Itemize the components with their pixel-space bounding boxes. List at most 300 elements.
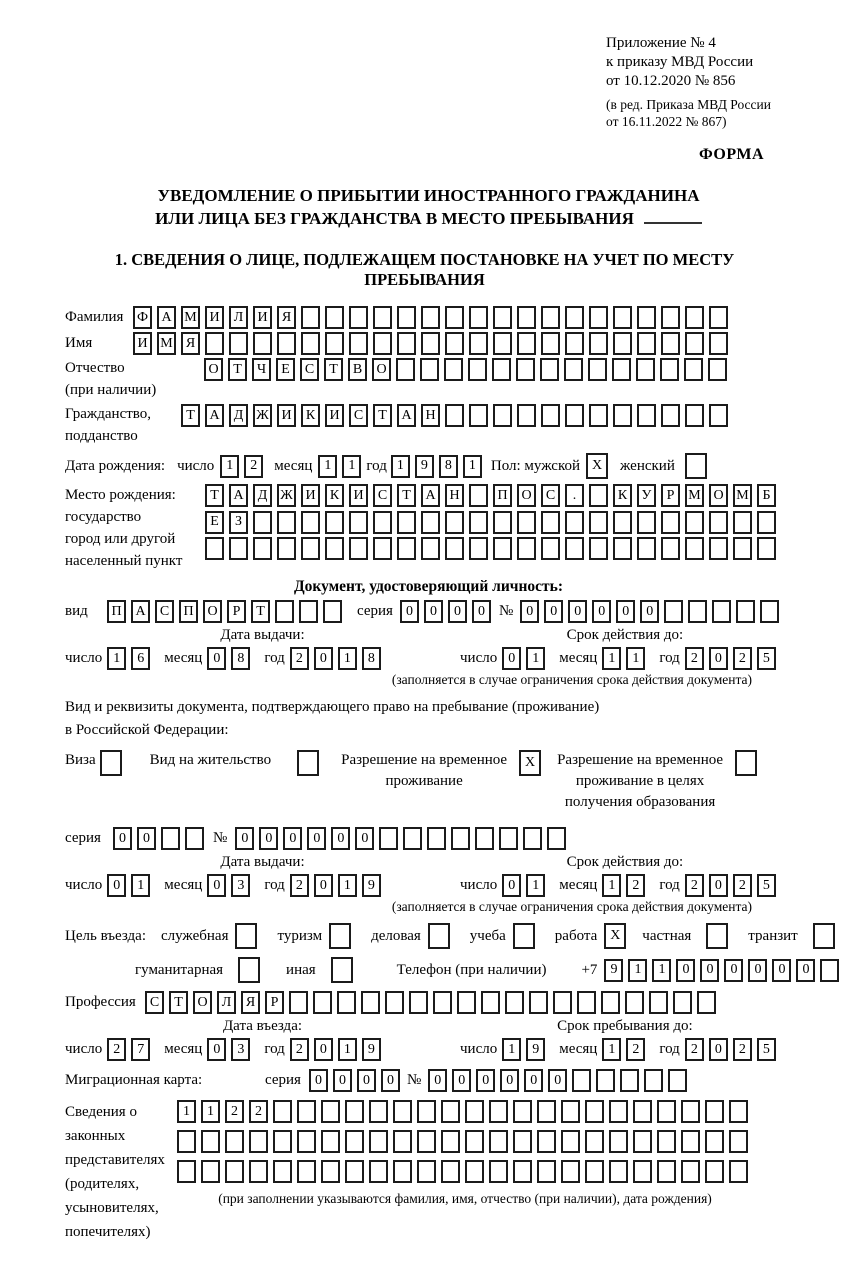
char-box[interactable]: 0 <box>235 827 254 850</box>
char-box[interactable] <box>565 404 584 427</box>
char-box[interactable]: 5 <box>757 647 776 670</box>
char-box[interactable] <box>469 537 488 560</box>
char-box[interactable]: И <box>277 404 296 427</box>
char-box[interactable]: 0 <box>207 874 226 897</box>
char-box[interactable]: 0 <box>283 827 302 850</box>
char-box[interactable] <box>657 1160 676 1183</box>
char-box[interactable]: 9 <box>415 455 434 478</box>
char-box[interactable]: 2 <box>225 1100 244 1123</box>
char-box[interactable]: Р <box>265 991 284 1014</box>
char-box[interactable] <box>249 1160 268 1183</box>
char-box[interactable] <box>433 991 452 1014</box>
char-box[interactable] <box>588 358 607 381</box>
char-box[interactable]: М <box>733 484 752 507</box>
char-box[interactable] <box>709 306 728 329</box>
char-box[interactable]: Е <box>276 358 295 381</box>
char-box[interactable]: 6 <box>131 647 150 670</box>
char-box[interactable] <box>345 1100 364 1123</box>
char-box[interactable] <box>637 511 656 534</box>
char-box[interactable] <box>705 1100 724 1123</box>
checkbox[interactable] <box>428 923 450 949</box>
char-box[interactable] <box>660 358 679 381</box>
char-box[interactable]: А <box>157 306 176 329</box>
char-box[interactable]: 0 <box>548 1069 567 1092</box>
char-box[interactable] <box>585 1100 604 1123</box>
char-box[interactable]: И <box>253 306 272 329</box>
char-box[interactable] <box>709 404 728 427</box>
char-box[interactable]: 0 <box>472 600 491 623</box>
char-box[interactable]: 0 <box>640 600 659 623</box>
char-box[interactable] <box>345 1130 364 1153</box>
char-box[interactable] <box>369 1160 388 1183</box>
char-box[interactable]: 2 <box>733 1038 752 1061</box>
char-box[interactable] <box>297 1100 316 1123</box>
char-box[interactable] <box>253 332 272 355</box>
char-box[interactable]: 0 <box>259 827 278 850</box>
char-box[interactable]: Я <box>241 991 260 1014</box>
char-box[interactable]: О <box>193 991 212 1014</box>
char-box[interactable]: А <box>421 484 440 507</box>
char-box[interactable] <box>489 1100 508 1123</box>
char-box[interactable] <box>565 537 584 560</box>
char-box[interactable]: 0 <box>520 600 539 623</box>
char-box[interactable]: Т <box>181 404 200 427</box>
char-box[interactable]: 0 <box>500 1069 519 1092</box>
char-box[interactable] <box>609 1100 628 1123</box>
char-box[interactable] <box>684 358 703 381</box>
char-box[interactable] <box>325 332 344 355</box>
char-box[interactable] <box>589 404 608 427</box>
char-box[interactable]: 0 <box>428 1069 447 1092</box>
char-box[interactable] <box>229 537 248 560</box>
char-box[interactable] <box>733 537 752 560</box>
char-box[interactable] <box>681 1160 700 1183</box>
char-box[interactable] <box>517 332 536 355</box>
char-box[interactable]: О <box>204 358 223 381</box>
char-box[interactable] <box>609 1160 628 1183</box>
char-box[interactable] <box>589 306 608 329</box>
char-box[interactable]: 2 <box>685 647 704 670</box>
char-box[interactable]: 9 <box>362 874 381 897</box>
char-box[interactable] <box>709 332 728 355</box>
char-box[interactable] <box>565 332 584 355</box>
char-box[interactable] <box>397 332 416 355</box>
char-box[interactable] <box>396 358 415 381</box>
char-box[interactable]: 0 <box>476 1069 495 1092</box>
char-box[interactable] <box>637 537 656 560</box>
char-box[interactable]: 7 <box>131 1038 150 1061</box>
char-box[interactable] <box>540 358 559 381</box>
char-box[interactable] <box>760 600 779 623</box>
char-box[interactable] <box>688 600 707 623</box>
char-box[interactable]: . <box>565 484 584 507</box>
char-box[interactable]: 0 <box>748 959 767 982</box>
char-box[interactable] <box>177 1130 196 1153</box>
char-box[interactable] <box>657 1130 676 1153</box>
char-box[interactable] <box>468 358 487 381</box>
char-box[interactable] <box>469 484 488 507</box>
char-box[interactable] <box>421 537 440 560</box>
char-box[interactable]: 2 <box>290 1038 309 1061</box>
char-box[interactable]: 1 <box>338 647 357 670</box>
char-box[interactable]: 0 <box>544 600 563 623</box>
char-box[interactable] <box>673 991 692 1014</box>
char-box[interactable] <box>229 332 248 355</box>
char-box[interactable] <box>427 827 446 850</box>
char-box[interactable]: Д <box>229 404 248 427</box>
char-box[interactable] <box>397 511 416 534</box>
char-box[interactable]: У <box>637 484 656 507</box>
char-box[interactable] <box>681 1130 700 1153</box>
char-box[interactable] <box>457 991 476 1014</box>
char-box[interactable]: 0 <box>592 600 611 623</box>
char-box[interactable] <box>469 332 488 355</box>
char-box[interactable] <box>417 1160 436 1183</box>
char-box[interactable] <box>633 1100 652 1123</box>
char-box[interactable] <box>403 827 422 850</box>
char-box[interactable] <box>201 1130 220 1153</box>
char-box[interactable] <box>637 306 656 329</box>
char-box[interactable] <box>325 306 344 329</box>
char-box[interactable] <box>349 511 368 534</box>
char-box[interactable]: О <box>709 484 728 507</box>
char-box[interactable] <box>493 537 512 560</box>
char-box[interactable]: Т <box>228 358 247 381</box>
char-box[interactable]: Т <box>373 404 392 427</box>
checkbox[interactable] <box>329 923 351 949</box>
char-box[interactable]: С <box>300 358 319 381</box>
char-box[interactable] <box>161 827 180 850</box>
char-box[interactable] <box>729 1160 748 1183</box>
char-box[interactable] <box>445 332 464 355</box>
char-box[interactable] <box>577 991 596 1014</box>
char-box[interactable]: 8 <box>362 647 381 670</box>
char-box[interactable]: О <box>517 484 536 507</box>
char-box[interactable]: И <box>325 404 344 427</box>
char-box[interactable]: 0 <box>524 1069 543 1092</box>
char-box[interactable] <box>668 1069 687 1092</box>
char-box[interactable]: 1 <box>626 647 645 670</box>
char-box[interactable] <box>561 1100 580 1123</box>
char-box[interactable] <box>313 991 332 1014</box>
char-box[interactable] <box>820 959 839 982</box>
char-box[interactable] <box>420 358 439 381</box>
char-box[interactable]: А <box>229 484 248 507</box>
char-box[interactable] <box>185 827 204 850</box>
char-box[interactable]: А <box>205 404 224 427</box>
char-box[interactable] <box>517 511 536 534</box>
char-box[interactable] <box>299 600 318 623</box>
char-box[interactable]: 2 <box>290 647 309 670</box>
checkbox[interactable] <box>513 923 535 949</box>
char-box[interactable]: О <box>203 600 222 623</box>
char-box[interactable] <box>585 1160 604 1183</box>
char-box[interactable] <box>637 404 656 427</box>
char-box[interactable]: 2 <box>290 874 309 897</box>
char-box[interactable]: 1 <box>107 647 126 670</box>
checkbox[interactable] <box>238 957 260 983</box>
char-box[interactable] <box>409 991 428 1014</box>
char-box[interactable] <box>301 537 320 560</box>
char-box[interactable]: Я <box>277 306 296 329</box>
char-box[interactable]: 0 <box>207 647 226 670</box>
char-box[interactable] <box>541 404 560 427</box>
char-box[interactable] <box>705 1160 724 1183</box>
char-box[interactable] <box>273 1160 292 1183</box>
char-box[interactable] <box>393 1100 412 1123</box>
char-box[interactable] <box>547 827 566 850</box>
char-box[interactable] <box>441 1100 460 1123</box>
char-box[interactable] <box>537 1100 556 1123</box>
char-box[interactable] <box>517 306 536 329</box>
char-box[interactable]: Д <box>253 484 272 507</box>
char-box[interactable]: 0 <box>113 827 132 850</box>
char-box[interactable] <box>561 1160 580 1183</box>
char-box[interactable]: 1 <box>201 1100 220 1123</box>
char-box[interactable]: К <box>325 484 344 507</box>
char-box[interactable]: 0 <box>676 959 695 982</box>
char-box[interactable] <box>661 537 680 560</box>
char-box[interactable]: И <box>349 484 368 507</box>
char-box[interactable] <box>385 991 404 1014</box>
char-box[interactable] <box>685 511 704 534</box>
char-box[interactable] <box>417 1130 436 1153</box>
char-box[interactable] <box>445 511 464 534</box>
char-box[interactable] <box>513 1130 532 1153</box>
char-box[interactable] <box>661 511 680 534</box>
char-box[interactable] <box>685 306 704 329</box>
char-box[interactable] <box>321 1160 340 1183</box>
char-box[interactable]: И <box>133 332 152 355</box>
char-box[interactable] <box>397 306 416 329</box>
char-box[interactable] <box>445 404 464 427</box>
char-box[interactable]: 0 <box>424 600 443 623</box>
char-box[interactable]: 0 <box>381 1069 400 1092</box>
char-box[interactable] <box>541 511 560 534</box>
char-box[interactable] <box>601 991 620 1014</box>
char-box[interactable] <box>553 991 572 1014</box>
char-box[interactable] <box>712 600 731 623</box>
char-box[interactable] <box>475 827 494 850</box>
char-box[interactable] <box>297 1160 316 1183</box>
char-box[interactable]: М <box>181 306 200 329</box>
char-box[interactable]: Л <box>229 306 248 329</box>
char-box[interactable]: 2 <box>733 647 752 670</box>
char-box[interactable] <box>323 600 342 623</box>
char-box[interactable]: 0 <box>137 827 156 850</box>
char-box[interactable] <box>277 511 296 534</box>
char-box[interactable] <box>589 332 608 355</box>
char-box[interactable] <box>205 537 224 560</box>
char-box[interactable] <box>393 1160 412 1183</box>
char-box[interactable]: 0 <box>307 827 326 850</box>
char-box[interactable]: 0 <box>700 959 719 982</box>
char-box[interactable] <box>537 1130 556 1153</box>
char-box[interactable]: 2 <box>685 874 704 897</box>
char-box[interactable]: А <box>131 600 150 623</box>
char-box[interactable]: С <box>145 991 164 1014</box>
char-box[interactable]: 0 <box>448 600 467 623</box>
checkbox[interactable] <box>235 923 257 949</box>
char-box[interactable]: 0 <box>452 1069 471 1092</box>
char-box[interactable]: И <box>301 484 320 507</box>
char-box[interactable]: 1 <box>177 1100 196 1123</box>
char-box[interactable]: Ф <box>133 306 152 329</box>
char-box[interactable]: Т <box>324 358 343 381</box>
char-box[interactable]: 0 <box>709 874 728 897</box>
char-box[interactable]: В <box>348 358 367 381</box>
char-box[interactable] <box>337 991 356 1014</box>
char-box[interactable]: 1 <box>602 647 621 670</box>
char-box[interactable]: 2 <box>626 874 645 897</box>
char-box[interactable] <box>729 1130 748 1153</box>
char-box[interactable] <box>625 991 644 1014</box>
char-box[interactable] <box>489 1130 508 1153</box>
char-box[interactable]: 1 <box>338 1038 357 1061</box>
char-box[interactable]: П <box>179 600 198 623</box>
char-box[interactable] <box>541 306 560 329</box>
char-box[interactable]: Н <box>445 484 464 507</box>
char-box[interactable] <box>493 332 512 355</box>
char-box[interactable]: 0 <box>502 647 521 670</box>
char-box[interactable] <box>596 1069 615 1092</box>
checkbox[interactable] <box>331 957 353 983</box>
char-box[interactable] <box>253 511 272 534</box>
char-box[interactable] <box>685 537 704 560</box>
char-box[interactable] <box>465 1160 484 1183</box>
char-box[interactable] <box>537 1160 556 1183</box>
char-box[interactable] <box>393 1130 412 1153</box>
char-box[interactable]: Я <box>181 332 200 355</box>
char-box[interactable]: 0 <box>333 1069 352 1092</box>
char-box[interactable]: 5 <box>757 874 776 897</box>
char-box[interactable] <box>441 1130 460 1153</box>
char-box[interactable]: Ч <box>252 358 271 381</box>
char-box[interactable]: С <box>155 600 174 623</box>
char-box[interactable] <box>565 511 584 534</box>
char-box[interactable]: 0 <box>107 874 126 897</box>
char-box[interactable] <box>397 537 416 560</box>
char-box[interactable] <box>253 537 272 560</box>
char-box[interactable]: И <box>205 306 224 329</box>
char-box[interactable] <box>757 537 776 560</box>
char-box[interactable]: 1 <box>602 874 621 897</box>
char-box[interactable] <box>644 1069 663 1092</box>
char-box[interactable] <box>697 991 716 1014</box>
char-box[interactable]: 1 <box>342 455 361 478</box>
char-box[interactable]: 5 <box>757 1038 776 1061</box>
checkbox[interactable]: X <box>586 453 608 479</box>
char-box[interactable] <box>445 306 464 329</box>
char-box[interactable] <box>657 1100 676 1123</box>
char-box[interactable] <box>589 484 608 507</box>
char-box[interactable] <box>289 991 308 1014</box>
char-box[interactable] <box>513 1160 532 1183</box>
char-box[interactable] <box>369 1100 388 1123</box>
char-box[interactable] <box>633 1130 652 1153</box>
char-box[interactable] <box>609 1130 628 1153</box>
char-box[interactable]: Н <box>421 404 440 427</box>
char-box[interactable] <box>685 404 704 427</box>
char-box[interactable]: 9 <box>526 1038 545 1061</box>
char-box[interactable]: 1 <box>131 874 150 897</box>
char-box[interactable]: Е <box>205 511 224 534</box>
char-box[interactable]: 0 <box>796 959 815 982</box>
checkbox[interactable]: X <box>604 923 626 949</box>
char-box[interactable] <box>513 1100 532 1123</box>
char-box[interactable] <box>225 1130 244 1153</box>
char-box[interactable] <box>469 511 488 534</box>
char-box[interactable]: П <box>493 484 512 507</box>
char-box[interactable]: П <box>107 600 126 623</box>
checkbox[interactable] <box>735 750 757 776</box>
checkbox[interactable] <box>297 750 319 776</box>
char-box[interactable]: 1 <box>526 647 545 670</box>
char-box[interactable] <box>469 306 488 329</box>
char-box[interactable] <box>612 358 631 381</box>
char-box[interactable]: 1 <box>628 959 647 982</box>
char-box[interactable] <box>736 600 755 623</box>
char-box[interactable]: 0 <box>314 874 333 897</box>
char-box[interactable] <box>589 511 608 534</box>
char-box[interactable] <box>421 306 440 329</box>
char-box[interactable] <box>613 537 632 560</box>
char-box[interactable]: 1 <box>652 959 671 982</box>
char-box[interactable] <box>249 1130 268 1153</box>
char-box[interactable] <box>585 1130 604 1153</box>
char-box[interactable] <box>505 991 524 1014</box>
char-box[interactable] <box>275 600 294 623</box>
char-box[interactable] <box>421 332 440 355</box>
char-box[interactable] <box>661 404 680 427</box>
checkbox[interactable] <box>706 923 728 949</box>
char-box[interactable]: 2 <box>626 1038 645 1061</box>
char-box[interactable] <box>649 991 668 1014</box>
char-box[interactable]: О <box>372 358 391 381</box>
char-box[interactable] <box>225 1160 244 1183</box>
char-box[interactable] <box>465 1100 484 1123</box>
char-box[interactable]: 0 <box>568 600 587 623</box>
char-box[interactable]: Т <box>397 484 416 507</box>
char-box[interactable] <box>273 1130 292 1153</box>
char-box[interactable] <box>349 537 368 560</box>
char-box[interactable]: Т <box>251 600 270 623</box>
char-box[interactable] <box>561 1130 580 1153</box>
char-box[interactable]: К <box>613 484 632 507</box>
char-box[interactable] <box>345 1160 364 1183</box>
char-box[interactable] <box>661 332 680 355</box>
char-box[interactable] <box>541 332 560 355</box>
char-box[interactable] <box>516 358 535 381</box>
char-box[interactable] <box>444 358 463 381</box>
char-box[interactable] <box>636 358 655 381</box>
char-box[interactable] <box>523 827 542 850</box>
char-box[interactable] <box>349 332 368 355</box>
char-box[interactable] <box>589 537 608 560</box>
char-box[interactable]: 1 <box>220 455 239 478</box>
char-box[interactable]: 8 <box>231 647 250 670</box>
char-box[interactable] <box>445 537 464 560</box>
char-box[interactable] <box>205 332 224 355</box>
char-box[interactable]: 0 <box>207 1038 226 1061</box>
char-box[interactable]: А <box>397 404 416 427</box>
char-box[interactable]: М <box>685 484 704 507</box>
char-box[interactable] <box>493 511 512 534</box>
char-box[interactable]: Р <box>227 600 246 623</box>
char-box[interactable]: 1 <box>602 1038 621 1061</box>
char-box[interactable]: 0 <box>314 647 333 670</box>
char-box[interactable]: Р <box>661 484 680 507</box>
